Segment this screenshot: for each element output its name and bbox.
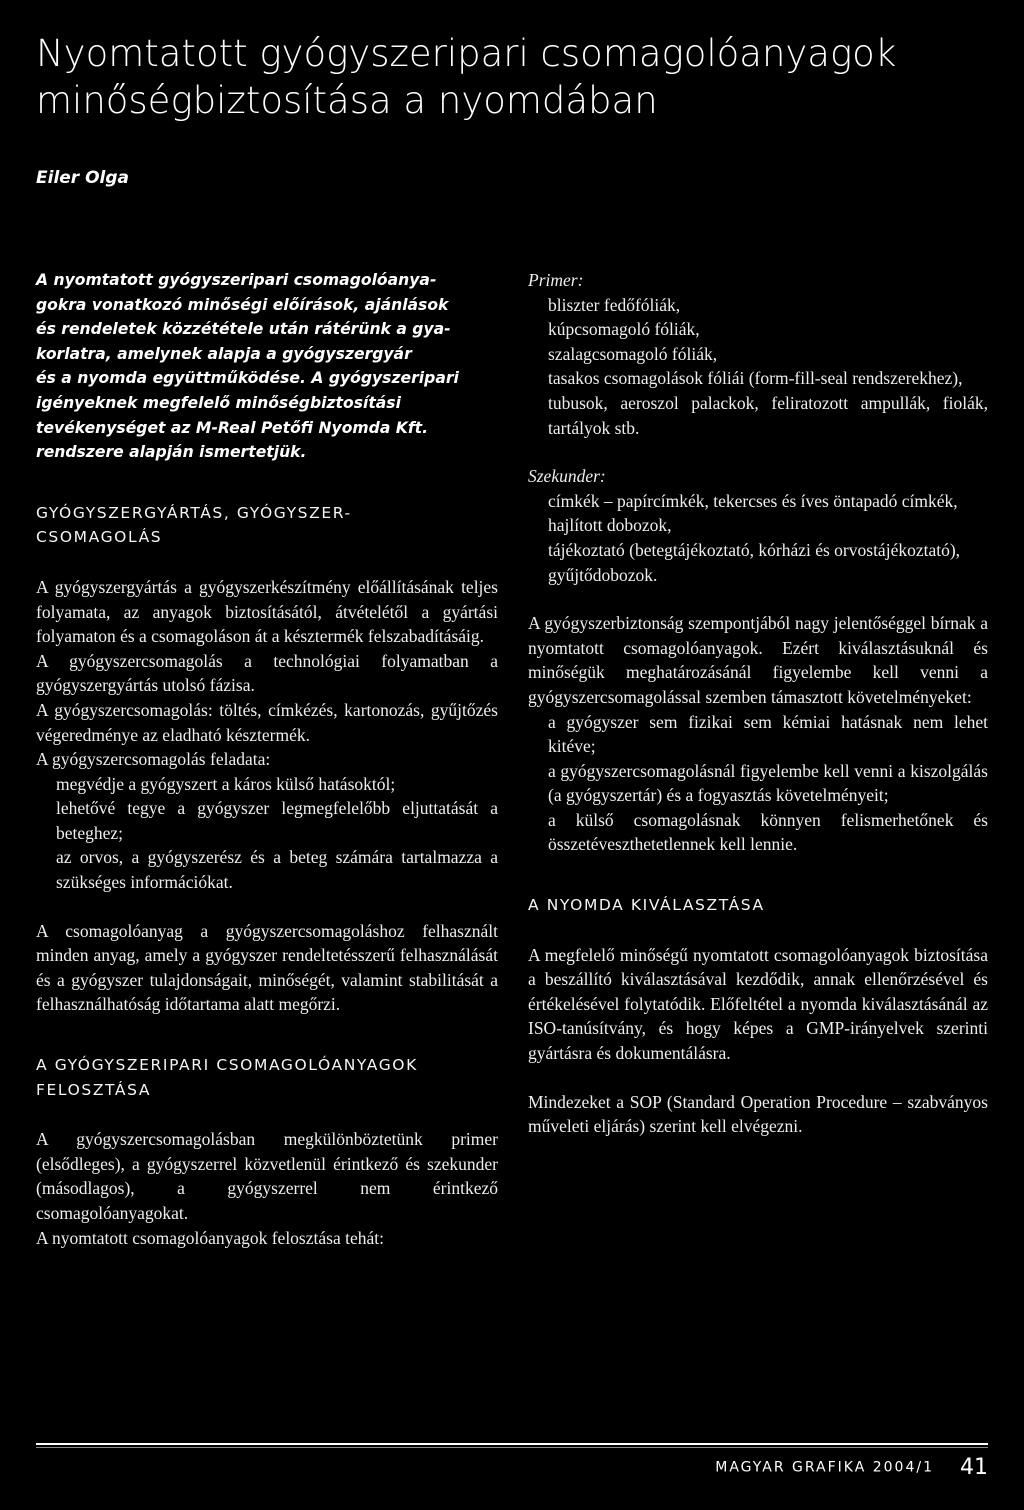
author-name: Eiler Olga — [36, 168, 130, 188]
section-heading-production: GYÓGYSZERGYÁRTÁS, GYÓGYSZER- CSOMAGOLÁS — [36, 503, 352, 547]
list-item: lehetővé tegye a gyógyszer legmegfelelőbb eljuttatását a beteghez; — [56, 798, 498, 843]
list-item: bliszter fedőfóliák, — [548, 294, 681, 315]
lead-line: rendszere alapján ismertetjük. — [36, 443, 307, 462]
paragraph: A gyógyszergyártás a gyógyszerkészítmény előállításának teljes folyamata, az anyagok biztosításától, átvételétől a gyártási folyamaton és a csomagoláson át a késztermék felszabadításáig. — [36, 576, 498, 647]
article-title — [36, 30, 996, 124]
lead-paragraph — [36, 268, 498, 465]
footer-rule-thin — [36, 1447, 988, 1448]
paragraph: A gyógyszercsomagolásban megkülönböztetünk primer (elsődleges), a gyógyszerrel közvetlenül érintkező és szekunder (másodlagos), a gyógyszerrel nem érintkező csomagolóanyagokat. — [36, 1129, 498, 1223]
list-item: a külső csomagolásnak könnyen felismerhetőnek és összetéveszthetetlennek kell lennie. — [548, 809, 988, 855]
paragraph: A nyomtatott csomagolóanyagok felosztása tehát: — [36, 1227, 384, 1248]
paragraph: A megfelelő minőségű nyomtatott csomagolóanyagok biztosítása a beszállító kiválasztásával kezdődik, annak ellenőrzésével és értékelésével folytatódik. Előfeltétel a nyomda kiválasztásánál az ISO-tanúsítvány, és hogy képes a GMP-irányelvek szerinti gyártásra és dokumentálásra. — [528, 944, 988, 1064]
list-item: hajlított dobozok, — [548, 515, 672, 536]
list-item: az orvos, a gyógyszerész és a beteg számára tartalmazza a szükséges információkat. — [56, 847, 498, 893]
paragraph: A gyógyszercsomagolás a technológiai folyamatban a gyógyszergyártás utolsó fázisa. — [36, 650, 498, 696]
footer-rule — [36, 1443, 988, 1445]
page-footer — [715, 1455, 988, 1480]
magazine-name: MAGYAR GRAFIKA 2004/1 — [715, 1459, 934, 1476]
paragraph: Mindezeket a SOP (Standard Operation Procedure – szabványos műveleti eljárás) szerint kell elvégezni. — [528, 1091, 988, 1137]
list-item: megvédje a gyógyszert a káros külső hatásoktól; — [56, 773, 396, 794]
lead-line: és a nyomda együttműködése. A gyógyszeripari — [36, 369, 459, 388]
section-heading-printer-selection: A NYOMDA KIVÁLASZTÁSA — [528, 896, 765, 915]
lead-line: A nyomtatott gyógyszeripari csomagolóanya- — [36, 271, 437, 289]
page-number: 41 — [960, 1455, 988, 1480]
lead-line: gokra vonatkozó minőségi előírások, ajánlások — [36, 295, 449, 314]
primer-label: Primer: — [528, 270, 584, 290]
lead-line: tevékenységet az M-Real Petőfi Nyomda Kft. — [36, 418, 429, 437]
title-line-1: Nyomtatott gyógyszeripari csomagolóanyagok — [36, 32, 897, 75]
szekunder-label: Szekunder: — [528, 466, 606, 487]
paragraph: A gyógyszercsomagolás feladata: — [36, 749, 271, 770]
list-item: címkék – papírcímkék, tekercses és íves öntapadó címkék, — [548, 490, 958, 511]
paragraph: A csomagolóanyag a gyógyszercsomagoláshoz felhasznált minden anyag, amely a gyógyszer rendeltetésszerű felhasználását és a gyógyszer tulajdonságait, minőségét, valamint stabilitását a felhasználhatóság időtartama alatt megőrzi. — [36, 920, 498, 1015]
lead-line: igényeknek megfelelő minőségbiztosítási — [36, 393, 401, 412]
title-line-2: minőségbiztosítása a nyomdában — [36, 79, 658, 122]
left-column — [36, 268, 498, 1250]
list-item: a gyógyszercsomagolásnál figyelembe kell venni a kiszolgálás (a gyógyszertár) és a fogyasztás követelményeit; — [548, 760, 988, 806]
list-item: gyűjtődobozok. — [548, 564, 658, 585]
list-item: a gyógyszer sem fizikai sem kémiai hatásnak nem lehet kitéve; — [548, 711, 988, 757]
list-item: tájékoztató (betegtájékoztató, kórházi és orvostájékoztató), — [548, 539, 961, 560]
list-item: tubusok, aeroszol palackok, feliratozott ampullák, fiolák, tartályok stb. — [548, 392, 988, 438]
list-item: tasakos csomagolások fóliái (form-fill-seal rendszerekhez), — [548, 368, 963, 389]
lead-line: korlatra, amelynek alapja a gyógyszergyár — [36, 344, 412, 363]
lead-line: és rendeletek közzététele után rátérünk a gya- — [36, 320, 451, 339]
list-item: szalagcsomagoló fóliák, — [548, 343, 718, 364]
paragraph: A gyógyszerbiztonság szempontjából nagy jelentőséggel bírnak a nyomtatott csomagolóanyagok. Ezért kiválasztásuknál és minőségük meghatározásánál figyelembe kell venni a gyógyszercsomagolással szemben támasztott követelményeket: — [528, 613, 988, 707]
right-column — [528, 268, 988, 1139]
section-heading-classification: A GYÓGYSZERIPARI CSOMAGOLÓANYAGOK FELOSZTÁSA — [36, 1056, 418, 1099]
paragraph: A gyógyszercsomagolás: töltés, címkézés, kartonozás, gyűjtőzés végeredménye az eladható késztermék. — [36, 699, 498, 745]
list-item: kúpcsomagoló fóliák, — [548, 319, 700, 340]
